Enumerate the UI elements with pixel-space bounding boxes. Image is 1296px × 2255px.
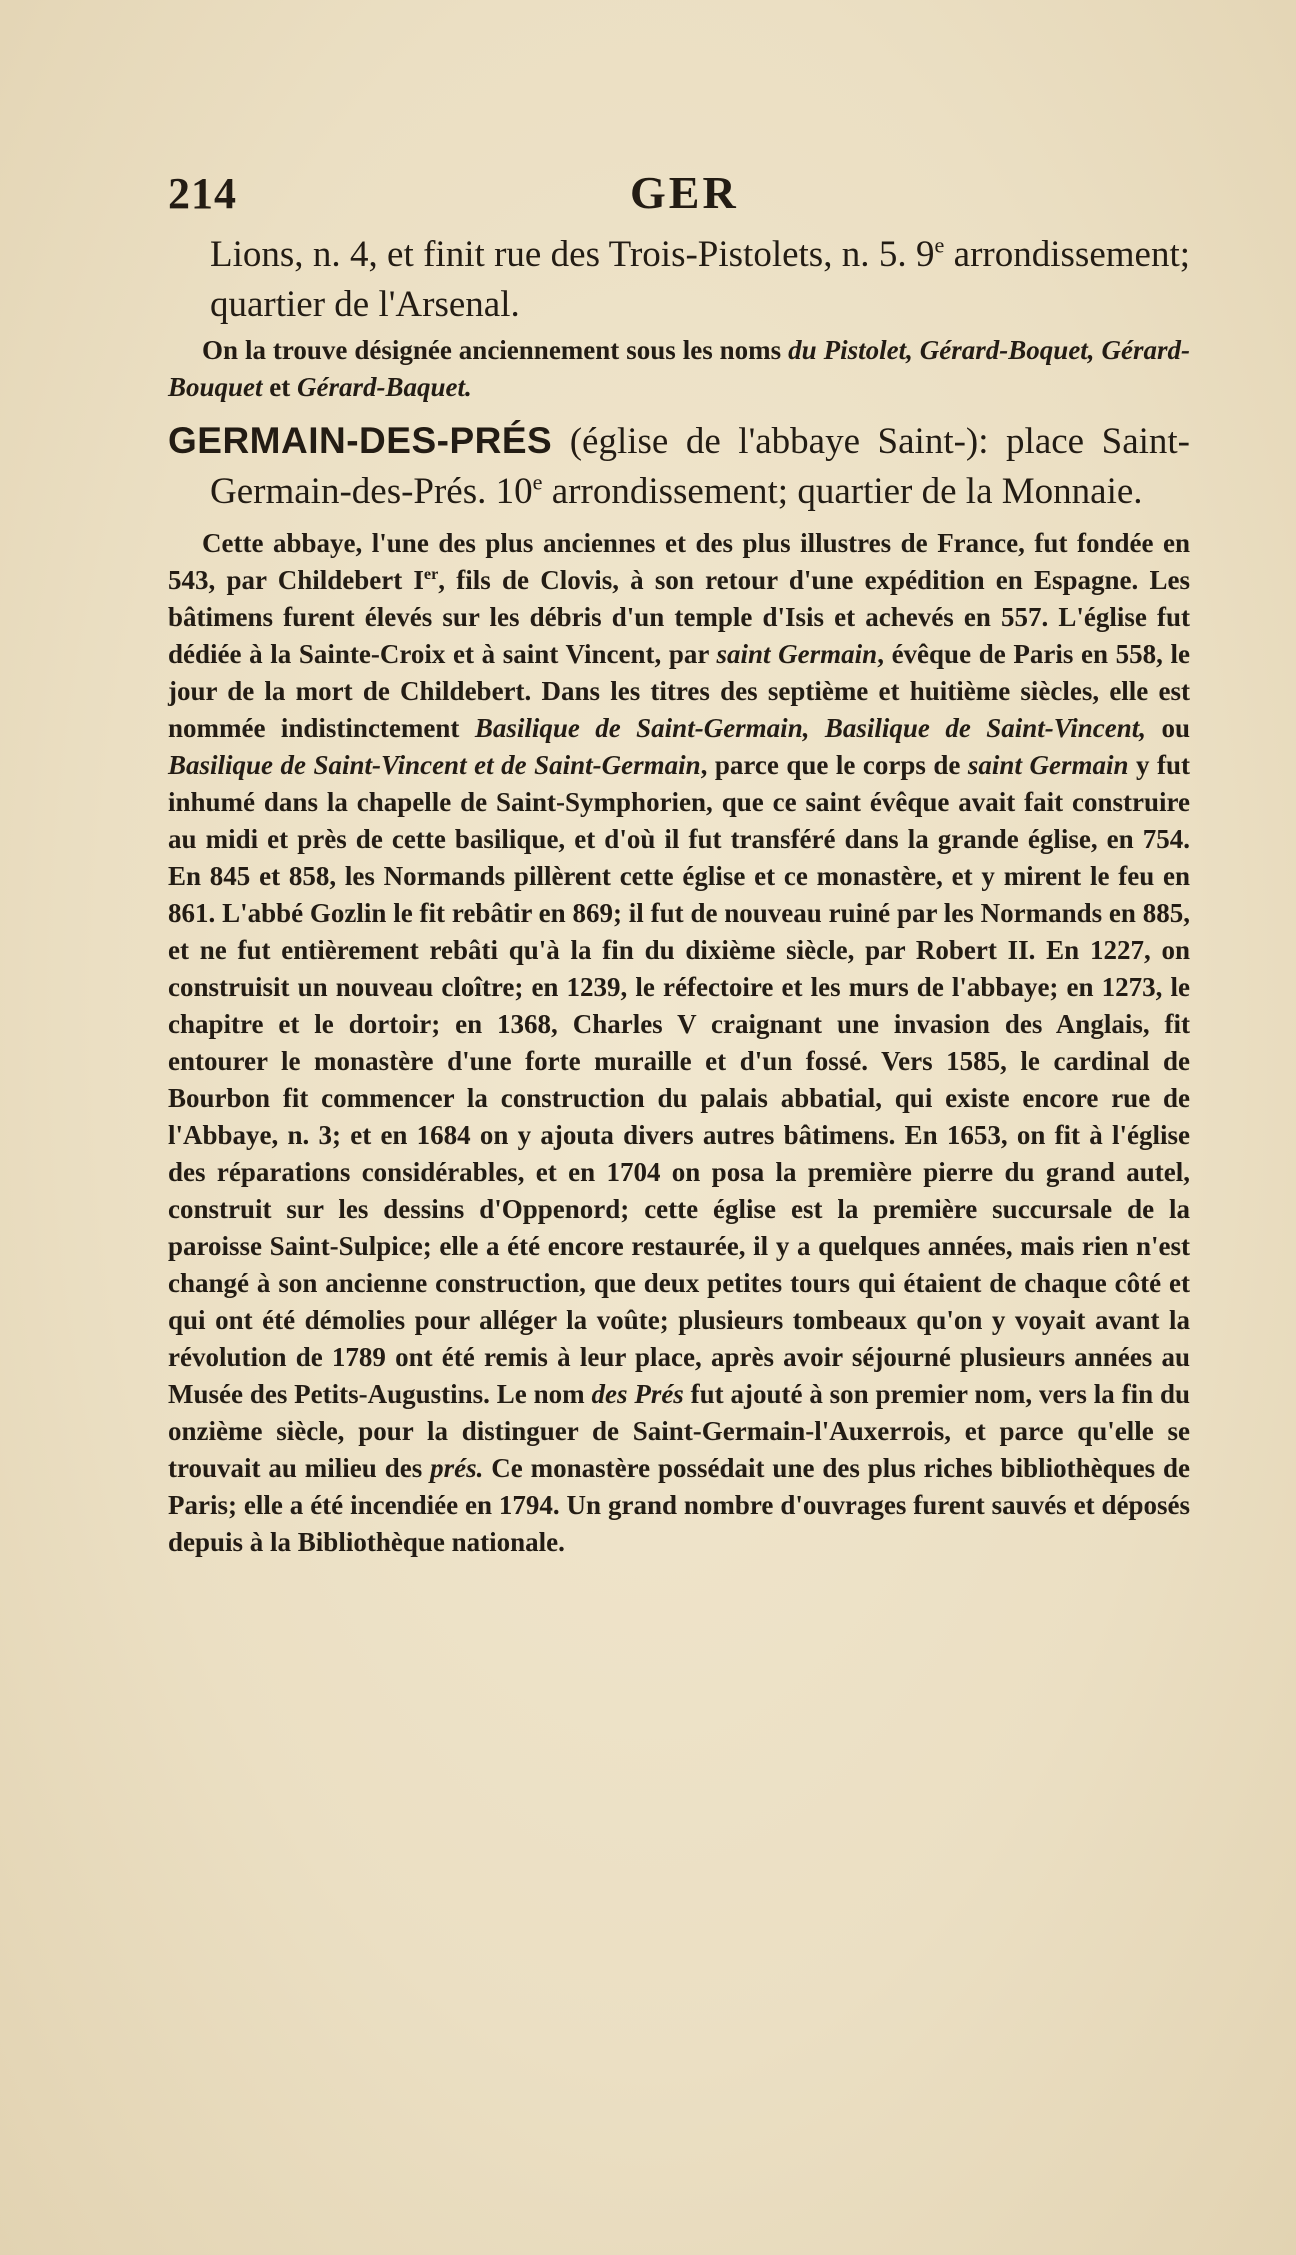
para-em-6: prés. <box>430 1453 484 1483</box>
page-number: 214 <box>168 169 237 218</box>
running-head: GER <box>630 167 739 218</box>
continuation-text: Lions, n. 4, et finit rue des Trois-Pistolets, n. 5. 9 <box>210 234 935 275</box>
note-and: et <box>262 372 298 402</box>
entry-heading <box>168 416 1190 517</box>
note-text: On la trouve désignée anciennement sous les noms <box>202 335 789 365</box>
para-ou: ou <box>1146 713 1190 743</box>
continuation-line <box>168 230 1190 330</box>
headword: GERMAIN-DES-PRÉS <box>168 420 553 461</box>
para-part-7: Ce monastère possédait une des plus riches bibliothèques de Paris; elle a été incendiée en 1794. Un grand nombre d'ouvrages furent sauvés et déposés depuis à la Bibliothèque nationale. <box>168 1453 1190 1557</box>
ordinal-sup: e <box>934 232 945 258</box>
para-em-1: saint Germain <box>716 639 878 669</box>
previous-entry-note <box>168 332 1190 406</box>
entry-head-text: (église de l'abbaye Saint-): place Saint-Germain-des-Prés. 10 <box>210 421 1190 512</box>
para-part-4: , parce que le corps de <box>700 750 968 780</box>
continuation-end: arrondissement; quartier de l'Arsenal. <box>210 234 1191 325</box>
para-sup: er <box>423 565 439 583</box>
para-part-3: , évêque de Paris en 558, le jour de la mort de Childebert. Dans les titres des septième et huitième siècles, elle est nommée indistinctement <box>168 639 1190 743</box>
para-em-2: Basilique de Saint-Germain, Basilique de Saint-Vincent, <box>474 713 1147 743</box>
para-em-3: Basilique de Saint-Vincent et de Saint-Germain <box>168 750 701 780</box>
para-part-2: , fils de Clovis, à son retour d'une expédition en Espagne. Les bâtimens furent élevés sur les débris d'un temple d'Isis et achevés en 557. L'église fut dédiée à la Sainte-Croix et à saint Vincent, par <box>168 565 1191 669</box>
entry-head-end: arrondissement; quartier de la Monnaie. <box>542 471 1143 512</box>
para-em-5: des Prés <box>591 1379 684 1409</box>
note-name-1: du Pistolet, Gérard-Boquet, Gérard-Bouquet <box>168 335 1190 402</box>
para-part-6: fut ajouté à son premier nom, vers la fin du onzième siècle, pour la distinguer de Saint-Germain-l'Auxerrois, et parce qu'elle se trouvait au milieu des <box>168 1379 1191 1483</box>
note-name-2: Gérard-Baquet. <box>297 372 472 402</box>
para-part-5: y fut inhumé dans la chapelle de Saint-Symphorien, que ce saint évêque avait fait construire au midi et près de cette basilique, et d'où il fut transféré dans la grande église, en 754. En 845 et 858, les Normands pillèrent cette église et ce monastère, et y mirent le feu en 861. L'abbé Gozlin le fit rebâtir en 869; il fut de nouveau ruiné par les Normands en 885, et ne fut entièrement rebâti qu'à la fin du dixième siècle, par Robert II. En 1227, on construisit un nouveau cloître; en 1239, le réfectoire et les murs de l'abbaye; en 1273, le chapitre et le dortoir; en 1368, Charles V craignant une invasion des Anglais, fit entourer le monastère d'une forte muraille et d'un fossé. Vers 1585, le cardinal de Bourbon fit commencer la construction du palais abbatial, qui existe encore rue de l'Abbaye, n. 3; et en 1684 on y ajouta divers autres bâtimens. En 1653, on fit à l'église des réparations considérables, et en 1704 on posa la première pierre du grand autel, construit sur les dessins d'Oppenord; cette église est la première succursale de la paroisse Saint-Sulpice; elle a été encore restaurée, il y a quelques années, mais rien n'est changé à son ancienne construction, que deux petites tours qui étaient de chaque côté et qui ont été démolies pour alléger la voûte; plusieurs tombeaux qu'on y voyait avant la révolution de 1789 ont été remis à leur place, après avoir séjourné plusieurs années au Musée des Petits-Augustins. Le nom <box>168 750 1190 1409</box>
page-header <box>168 168 1096 218</box>
para-em-4: saint Germain <box>967 750 1129 780</box>
entry-head-sup: e <box>532 469 543 495</box>
para-part-1: Cette abbaye, l'une des plus anciennes et des plus illustres de France, fut fondée en 543, par Childebert I <box>168 528 1190 595</box>
page-body <box>168 230 1190 1561</box>
entry-paragraph <box>168 525 1190 1561</box>
